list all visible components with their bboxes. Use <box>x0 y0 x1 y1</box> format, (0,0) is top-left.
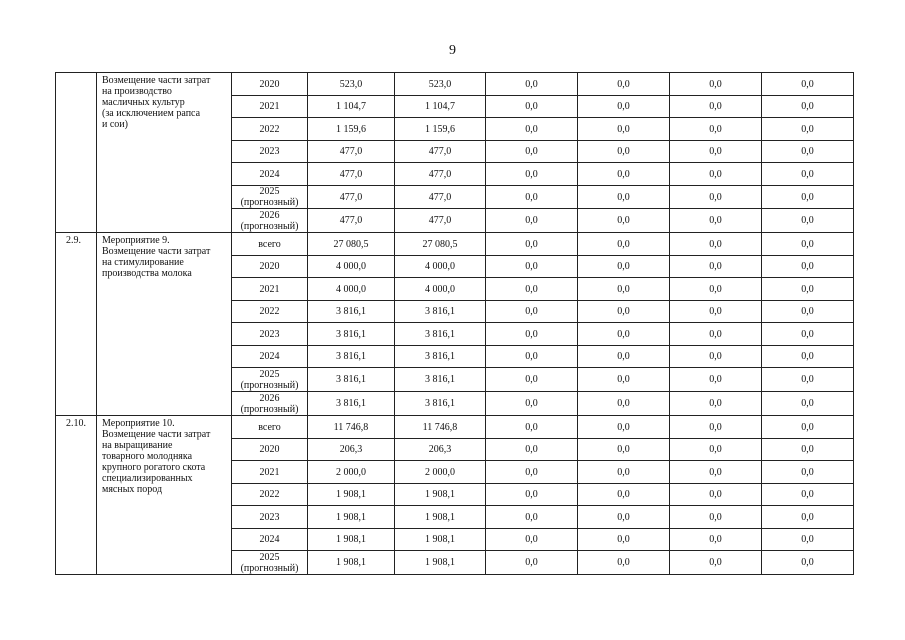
value-cell: 0,0 <box>670 439 762 461</box>
value-cell: 0,0 <box>670 96 762 118</box>
value-cell: 0,0 <box>486 209 578 233</box>
value-cell: 1 159,6 <box>395 118 486 141</box>
value-cell: 1 104,7 <box>308 96 395 118</box>
period-line: (прогнозный) <box>240 403 299 415</box>
value-cell: 0,0 <box>486 346 578 368</box>
period-line: 2020 <box>259 78 280 90</box>
value-cell: 1 908,1 <box>308 529 395 551</box>
value-cell: 0,0 <box>762 484 854 506</box>
value-cell: 4 000,0 <box>308 256 395 278</box>
value-cell: 0,0 <box>670 209 762 233</box>
value-cell: 0,0 <box>762 529 854 551</box>
value-cell: 0,0 <box>578 392 670 416</box>
period-cell <box>232 506 308 529</box>
value-cell: 3 816,1 <box>395 301 486 323</box>
value-cell: 0,0 <box>578 529 670 551</box>
value-cell: 0,0 <box>578 186 670 209</box>
value-cell: 0,0 <box>578 96 670 118</box>
period-line: 2026 <box>259 209 280 221</box>
period-cell <box>232 323 308 346</box>
value-cell: 477,0 <box>395 163 486 186</box>
period-line: 2024 <box>259 534 280 545</box>
value-cell: 0,0 <box>578 73 670 96</box>
value-cell: 477,0 <box>395 186 486 209</box>
value-cell: 2 000,0 <box>308 461 395 484</box>
period-line: 2024 <box>259 168 280 180</box>
period-cell <box>232 186 308 209</box>
period-line: всего <box>258 421 281 433</box>
value-cell: 0,0 <box>486 163 578 186</box>
value-cell: 0,0 <box>762 141 854 163</box>
item-description-cell <box>97 233 232 416</box>
value-cell: 0,0 <box>486 368 578 392</box>
item-number-cell: 2.9. <box>56 233 97 416</box>
value-cell: 0,0 <box>762 346 854 368</box>
value-cell: 3 816,1 <box>395 346 486 368</box>
value-cell: 4 000,0 <box>395 278 486 301</box>
value-cell: 0,0 <box>486 551 578 575</box>
value-cell: 0,0 <box>670 392 762 416</box>
value-cell: 0,0 <box>486 439 578 461</box>
value-cell: 0,0 <box>762 368 854 392</box>
value-cell: 0,0 <box>670 346 762 368</box>
value-cell: 477,0 <box>395 141 486 163</box>
value-cell: 0,0 <box>578 118 670 141</box>
value-cell: 0,0 <box>486 506 578 529</box>
value-cell: 0,0 <box>578 323 670 346</box>
value-cell: 0,0 <box>486 96 578 118</box>
value-cell: 3 816,1 <box>308 301 395 323</box>
value-cell: 1 908,1 <box>395 506 486 529</box>
value-cell: 0,0 <box>762 392 854 416</box>
value-cell: 0,0 <box>670 368 762 392</box>
period-cell <box>232 96 308 118</box>
value-cell: 3 816,1 <box>308 346 395 368</box>
table-row <box>56 73 905 96</box>
description-line: мясных пород <box>102 484 163 495</box>
description-line: масличных культур <box>102 97 185 108</box>
value-cell: 0,0 <box>486 73 578 96</box>
value-cell: 0,0 <box>578 346 670 368</box>
value-cell: 0,0 <box>486 416 578 439</box>
value-cell: 0,0 <box>670 118 762 141</box>
table-row <box>56 233 905 256</box>
value-cell: 0,0 <box>762 256 854 278</box>
period-cell <box>232 484 308 506</box>
period-line: 2021 <box>259 101 280 112</box>
period-cell <box>232 278 308 301</box>
value-cell: 3 816,1 <box>395 392 486 416</box>
value-cell: 0,0 <box>762 506 854 529</box>
value-cell: 0,0 <box>486 278 578 301</box>
value-cell: 0,0 <box>670 506 762 529</box>
period-cell <box>232 346 308 368</box>
value-cell: 0,0 <box>486 186 578 209</box>
period-line: 2021 <box>259 283 280 295</box>
value-cell: 477,0 <box>308 141 395 163</box>
value-cell: 0,0 <box>670 141 762 163</box>
value-cell: 523,0 <box>395 73 486 96</box>
value-cell: 1 908,1 <box>308 484 395 506</box>
value-cell: 0,0 <box>762 551 854 575</box>
value-cell: 523,0 <box>308 73 395 96</box>
value-cell: 0,0 <box>486 392 578 416</box>
budget-table <box>55 72 905 575</box>
period-line: 2025 <box>259 186 280 197</box>
table-body <box>56 73 905 575</box>
description-line: Возмещение части затрат <box>102 75 211 86</box>
value-cell: 4 000,0 <box>308 278 395 301</box>
period-line: (прогнозный) <box>240 197 299 208</box>
value-cell: 3 816,1 <box>308 368 395 392</box>
period-cell <box>232 416 308 439</box>
value-cell: 1 104,7 <box>395 96 486 118</box>
period-line: 2025 <box>259 551 280 563</box>
value-cell: 0,0 <box>486 141 578 163</box>
value-cell: 27 080,5 <box>308 233 395 256</box>
value-cell: 0,0 <box>486 323 578 346</box>
value-cell: 1 908,1 <box>395 551 486 575</box>
value-cell: 0,0 <box>578 551 670 575</box>
value-cell: 1 908,1 <box>308 551 395 575</box>
period-line: 2021 <box>259 466 280 478</box>
period-cell <box>232 439 308 461</box>
description-line: Мероприятие 10. <box>102 418 175 429</box>
period-cell <box>232 392 308 416</box>
period-line: всего <box>258 238 281 250</box>
value-cell: 0,0 <box>762 209 854 233</box>
value-cell: 0,0 <box>578 209 670 233</box>
value-cell: 477,0 <box>308 163 395 186</box>
period-cell <box>232 233 308 256</box>
period-cell <box>232 301 308 323</box>
value-cell: 0,0 <box>578 233 670 256</box>
description-line: на стимулирование <box>102 257 184 268</box>
period-line: 2024 <box>259 351 280 362</box>
value-cell: 1 908,1 <box>395 529 486 551</box>
description-line: Мероприятие 9. <box>102 235 170 246</box>
value-cell: 0,0 <box>670 256 762 278</box>
value-cell: 0,0 <box>578 256 670 278</box>
value-cell: 0,0 <box>578 439 670 461</box>
description-line: крупного рогатого скота <box>102 462 206 473</box>
value-cell: 0,0 <box>670 551 762 575</box>
value-cell: 0,0 <box>762 323 854 346</box>
value-cell: 1 908,1 <box>395 484 486 506</box>
value-cell: 0,0 <box>762 439 854 461</box>
value-cell: 0,0 <box>578 141 670 163</box>
value-cell: 0,0 <box>578 278 670 301</box>
value-cell: 206,3 <box>395 439 486 461</box>
value-cell: 11 746,8 <box>395 416 486 439</box>
value-cell: 3 816,1 <box>395 323 486 346</box>
description-line: производства молока <box>102 268 192 279</box>
value-cell: 0,0 <box>486 529 578 551</box>
period-line: 2025 <box>259 368 280 380</box>
period-line: 2023 <box>259 511 280 523</box>
period-line: 2022 <box>259 123 280 135</box>
period-line: 2022 <box>259 489 280 500</box>
value-cell: 3 816,1 <box>308 392 395 416</box>
period-line: 2020 <box>259 444 280 455</box>
table-row <box>56 416 905 439</box>
value-cell: 27 080,5 <box>395 233 486 256</box>
value-cell: 0,0 <box>762 118 854 141</box>
value-cell: 0,0 <box>486 484 578 506</box>
value-cell: 0,0 <box>762 163 854 186</box>
value-cell: 0,0 <box>762 233 854 256</box>
value-cell: 0,0 <box>670 484 762 506</box>
period-cell <box>232 73 308 96</box>
value-cell: 0,0 <box>762 73 854 96</box>
value-cell: 0,0 <box>670 233 762 256</box>
item-description-cell <box>97 416 232 575</box>
period-cell <box>232 163 308 186</box>
value-cell: 0,0 <box>762 186 854 209</box>
value-cell: 0,0 <box>578 506 670 529</box>
value-cell: 0,0 <box>762 278 854 301</box>
value-cell: 206,3 <box>308 439 395 461</box>
value-cell: 0,0 <box>670 73 762 96</box>
value-cell: 0,0 <box>486 301 578 323</box>
value-cell: 0,0 <box>762 301 854 323</box>
description-line: на производство <box>102 86 172 97</box>
period-line: (прогнозный) <box>240 562 299 574</box>
value-cell: 0,0 <box>762 416 854 439</box>
item-description-cell <box>97 73 232 233</box>
value-cell: 2 000,0 <box>395 461 486 484</box>
value-cell: 1 159,6 <box>308 118 395 141</box>
value-cell: 0,0 <box>486 256 578 278</box>
value-cell: 0,0 <box>670 416 762 439</box>
period-cell <box>232 368 308 392</box>
period-line: 2023 <box>259 146 280 157</box>
period-line: 2020 <box>259 261 280 272</box>
period-cell <box>232 551 308 575</box>
value-cell: 477,0 <box>395 209 486 233</box>
value-cell: 0,0 <box>670 323 762 346</box>
value-cell: 0,0 <box>578 368 670 392</box>
description-line: (за исключением рапса <box>102 108 201 119</box>
period-cell <box>232 529 308 551</box>
page-number: 9 <box>449 43 456 58</box>
period-cell <box>232 141 308 163</box>
value-cell: 0,0 <box>670 186 762 209</box>
value-cell: 0,0 <box>670 529 762 551</box>
value-cell: 0,0 <box>578 484 670 506</box>
value-cell: 11 746,8 <box>308 416 395 439</box>
value-cell: 0,0 <box>578 461 670 484</box>
value-cell: 0,0 <box>486 233 578 256</box>
value-cell: 0,0 <box>762 461 854 484</box>
item-number-cell: 2.10. <box>56 416 97 575</box>
value-cell: 0,0 <box>486 461 578 484</box>
period-line: (прогнозный) <box>240 379 299 391</box>
value-cell: 0,0 <box>670 301 762 323</box>
value-cell: 0,0 <box>670 163 762 186</box>
value-cell: 0,0 <box>670 461 762 484</box>
period-cell <box>232 461 308 484</box>
description-line: Возмещение части затрат <box>102 246 211 257</box>
period-cell <box>232 256 308 278</box>
period-line: 2022 <box>259 306 280 317</box>
period-line: 2023 <box>259 328 280 340</box>
description-line: на выращивание <box>102 440 173 451</box>
description-line: и сои) <box>102 119 128 130</box>
value-cell: 0,0 <box>578 163 670 186</box>
value-cell: 477,0 <box>308 209 395 233</box>
description-line: товарного молодняка <box>102 451 193 462</box>
item-number-cell <box>56 73 97 233</box>
description-line: специализированных <box>102 473 193 484</box>
value-cell: 0,0 <box>670 278 762 301</box>
description-line: Возмещение части затрат <box>102 429 211 440</box>
value-cell: 1 908,1 <box>308 506 395 529</box>
value-cell: 4 000,0 <box>395 256 486 278</box>
value-cell: 477,0 <box>308 186 395 209</box>
period-cell <box>232 118 308 141</box>
period-line: 2026 <box>259 392 280 404</box>
value-cell: 0,0 <box>486 118 578 141</box>
period-cell <box>232 209 308 233</box>
value-cell: 0,0 <box>578 416 670 439</box>
value-cell: 3 816,1 <box>308 323 395 346</box>
period-line: (прогнозный) <box>240 220 299 232</box>
value-cell: 0,0 <box>578 301 670 323</box>
value-cell: 3 816,1 <box>395 368 486 392</box>
value-cell: 0,0 <box>762 96 854 118</box>
